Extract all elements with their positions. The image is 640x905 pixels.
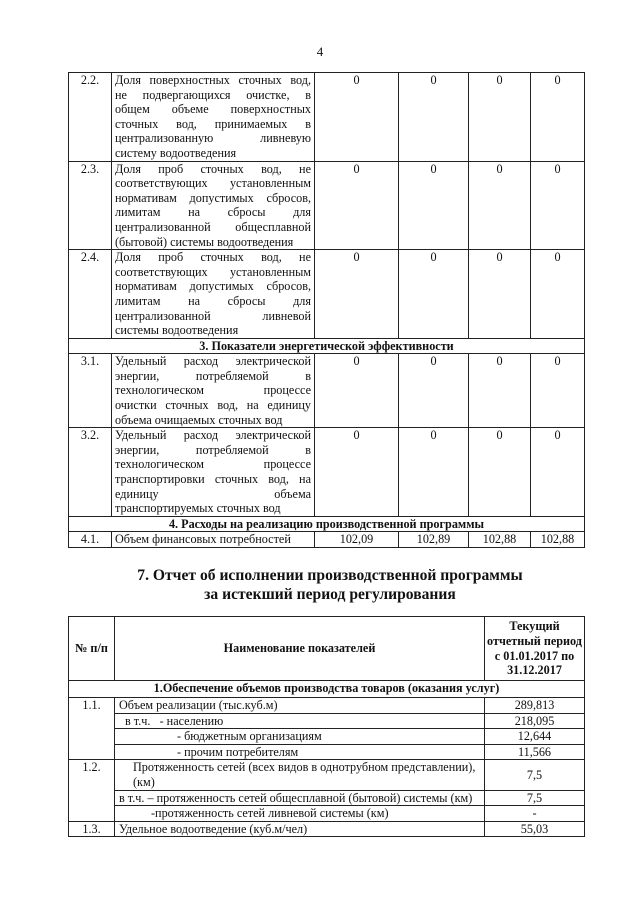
row-number: 2.3. — [69, 161, 112, 250]
row-number: 2.2. — [69, 73, 112, 162]
report-title-line: за истекший период регулирования — [204, 586, 456, 603]
table-row — [69, 428, 585, 517]
column-header-name: Наименование показателей — [115, 617, 485, 681]
indicator-name: -протяженность сетей ливневой системы (км) — [115, 806, 485, 822]
table-row — [69, 250, 585, 339]
value-cell: 7,5 — [485, 790, 585, 806]
value-cell: 0 — [531, 250, 585, 339]
indicator-name: Доля проб сточных вод, не соответствующих установленным нормативам допустимых сбросов, лимитам на сбросы для централизованной общесплавной (бытовой) системы водоотведения — [112, 161, 315, 250]
value-cell: 0 — [469, 250, 531, 339]
indicator-name: Удельный расход электрической энергии, потребляемой в технологическом процессе транспортировки сточных вод, на единицу объема транспортируемых сточных вод — [112, 428, 315, 517]
indicator-name: Доля проб сточных вод, не соответствующих установленным нормативам допустимых сбросов, лимитам на сбросы для централизованной ливневой системы водоотведения — [112, 250, 315, 339]
indicator-name: Доля поверхностных сточных вод, не подвергающихся очистке, в общем объеме поверхностных сточных вод, принимаемых в централизованную ливневую систему водоотведения — [112, 73, 315, 162]
indicator-name: в т.ч. – протяженность сетей общесплавной (бытовой) системы (км) — [115, 790, 485, 806]
row-number: 1.3. — [69, 821, 115, 837]
table-row — [69, 73, 585, 162]
value-cell: 0 — [399, 161, 469, 250]
section-heading: 4. Расходы на реализацию производственной программы — [69, 516, 585, 532]
table-row — [69, 760, 585, 790]
row-number: 3.1. — [69, 354, 112, 428]
value-cell: 218,095 — [485, 713, 585, 729]
indicator-name: Объем финансовых потребностей — [112, 532, 315, 548]
indicators-table — [68, 72, 585, 548]
value-cell: - — [485, 806, 585, 822]
row-number: 1.1. — [69, 698, 115, 760]
header-row — [69, 617, 585, 681]
value-cell: 0 — [469, 354, 531, 428]
value-cell: 289,813 — [485, 698, 585, 714]
value-cell: 12,644 — [485, 729, 585, 745]
table-row — [69, 744, 585, 760]
indicator-name: - бюджетным организациям — [115, 729, 485, 745]
indicator-name: в т.ч. - населению — [115, 713, 485, 729]
value-cell: 0 — [469, 73, 531, 162]
section-row — [69, 338, 585, 354]
column-header-number: № п/п — [69, 617, 115, 681]
table-row — [69, 354, 585, 428]
indicator-name: - прочим потребителям — [115, 744, 485, 760]
value-cell: 0 — [531, 161, 585, 250]
section-heading: 1.Обеспечение объемов производства товаров (оказания услуг) — [69, 681, 585, 698]
indicator-name: Удельный расход электрической энергии, потребляемой в технологическом процессе очистки сточных вод, на единицу объема очищаемых сточных вод — [112, 354, 315, 428]
indicator-name: Протяженность сетей (всех видов в однотрубном представлении), (км) — [115, 760, 485, 790]
table-row — [69, 698, 585, 714]
table-row — [69, 806, 585, 822]
table-row — [69, 821, 585, 837]
section-row — [69, 681, 585, 698]
value-cell: 102,88 — [469, 532, 531, 548]
value-cell: 0 — [399, 428, 469, 517]
value-cell: 11,566 — [485, 744, 585, 760]
value-cell: 0 — [469, 161, 531, 250]
value-cell: 0 — [469, 428, 531, 517]
page-number: 4 — [316, 44, 324, 59]
value-cell: 0 — [315, 73, 399, 162]
indicator-name: Удельное водоотведение (куб.м/чел) — [115, 821, 485, 837]
column-header-period: Текущий отчетный период с 01.01.2017 по 31.12.2017 — [485, 617, 585, 681]
value-cell: 0 — [531, 428, 585, 517]
value-cell: 0 — [399, 73, 469, 162]
value-cell: 102,88 — [531, 532, 585, 548]
report-title-line: 7. Отчет об исполнении производственной программы — [137, 567, 523, 584]
row-number: 2.4. — [69, 250, 112, 339]
row-number: 1.2. — [69, 760, 115, 821]
value-cell: 0 — [315, 250, 399, 339]
row-number: 4.1. — [69, 532, 112, 548]
table-row — [69, 161, 585, 250]
value-cell: 0 — [531, 354, 585, 428]
value-cell: 102,89 — [399, 532, 469, 548]
section-heading: 3. Показатели энергетической эффективности — [69, 338, 585, 354]
section-row — [69, 516, 585, 532]
value-cell: 0 — [531, 73, 585, 162]
report-section-title — [60, 566, 600, 604]
row-number: 3.2. — [69, 428, 112, 517]
value-cell: 0 — [399, 354, 469, 428]
value-cell: 0 — [315, 428, 399, 517]
indicator-name: Объем реализации (тыс.куб.м) — [115, 698, 485, 714]
report-table — [68, 616, 585, 837]
value-cell: 0 — [315, 354, 399, 428]
value-cell: 55,03 — [485, 821, 585, 837]
value-cell: 0 — [315, 161, 399, 250]
table-row — [69, 532, 585, 548]
value-cell: 7,5 — [485, 760, 585, 790]
value-cell: 102,09 — [315, 532, 399, 548]
table-row — [69, 790, 585, 806]
table-row — [69, 729, 585, 745]
value-cell: 0 — [399, 250, 469, 339]
table-row — [69, 713, 585, 729]
